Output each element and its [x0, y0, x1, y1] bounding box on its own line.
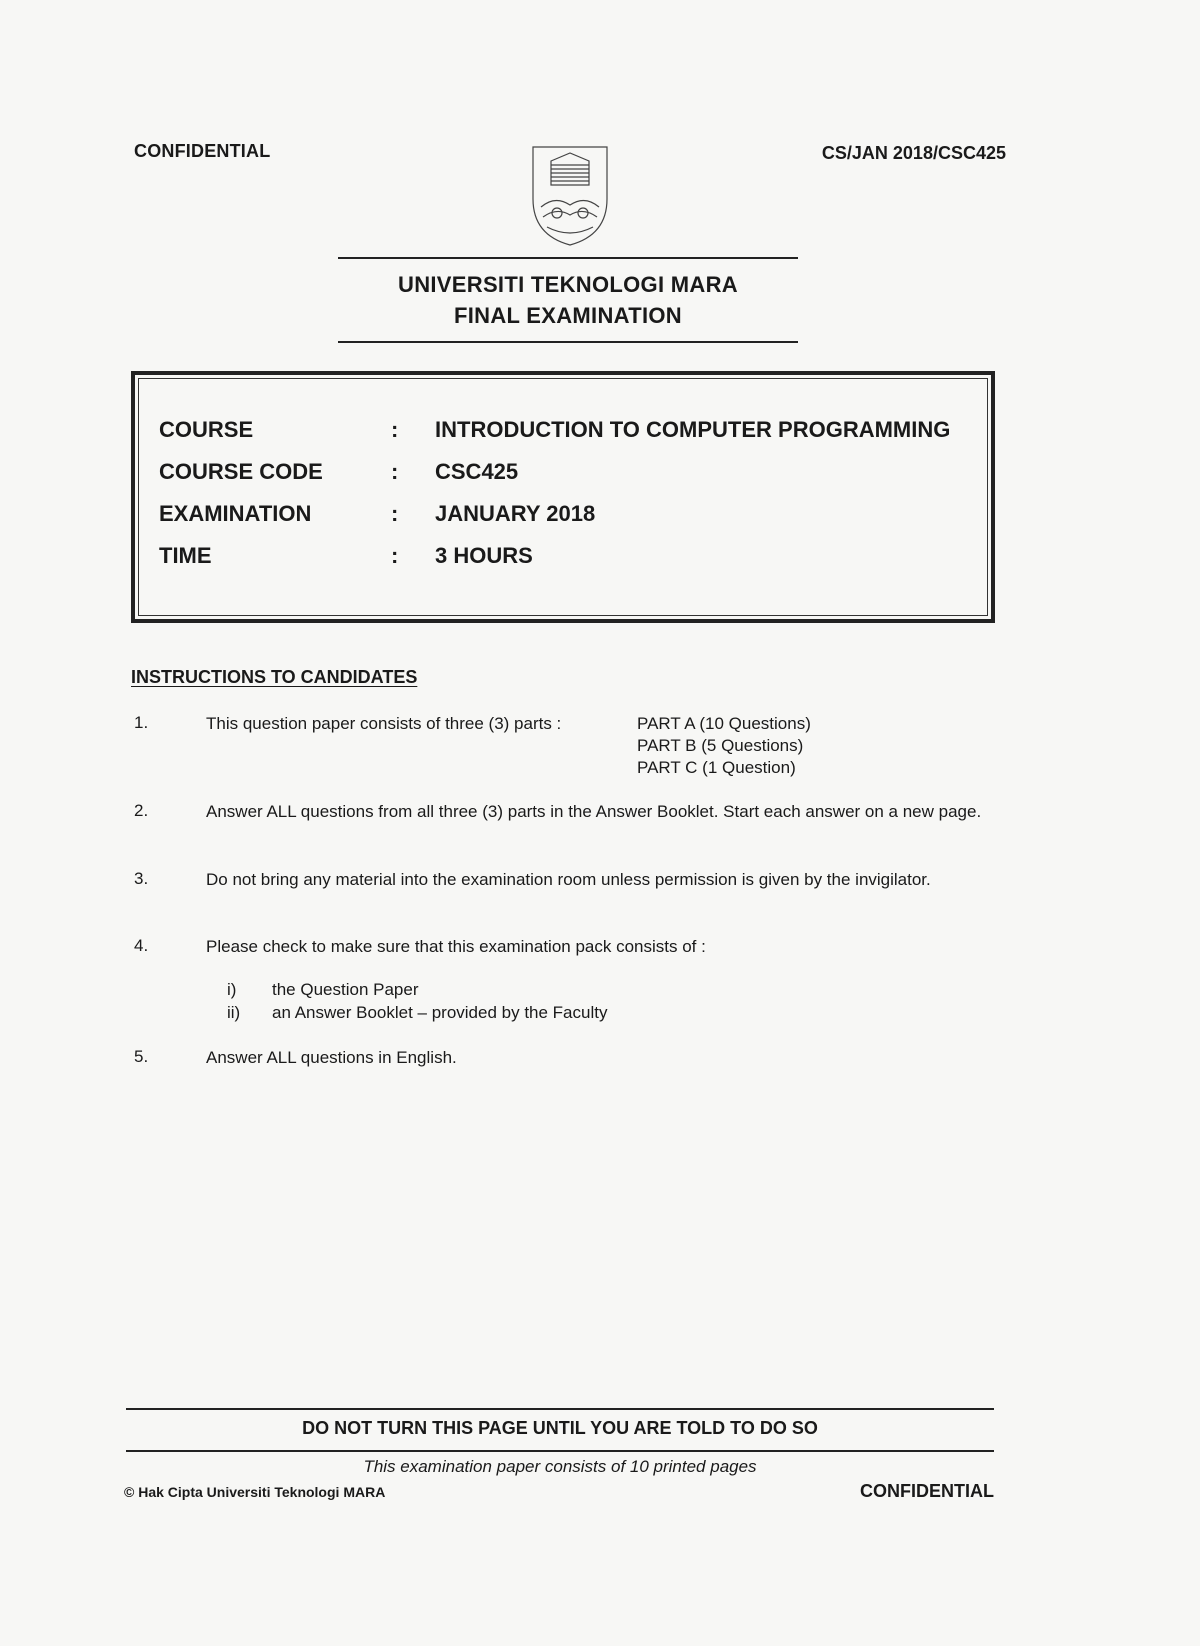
examination-value: JANUARY 2018 [435, 501, 596, 526]
instruction-number: 5. [134, 1047, 149, 1066]
instruction-text: Please check to make sure that this examination pack consists of : [206, 937, 706, 956]
title-bottom-rule [338, 341, 798, 343]
time-value: 3 HOURS [435, 543, 533, 568]
instruction-text: Answer ALL questions in English. [206, 1048, 457, 1067]
course-row [135, 417, 991, 447]
instructions-heading: INSTRUCTIONS TO CANDIDATES [131, 667, 418, 687]
footer-bottom-rule [126, 1450, 994, 1452]
course-value: INTRODUCTION TO COMPUTER PROGRAMMING [435, 417, 951, 442]
separator: : [391, 417, 399, 442]
course-code-row [135, 459, 991, 489]
instruction-number: 1. [134, 713, 149, 732]
time-row [135, 543, 991, 573]
do-not-turn-warning: DO NOT TURN THIS PAGE UNTIL YOU ARE TOLD TO DO SO [302, 1418, 818, 1438]
instruction-text: This question paper consists of three (3) parts : [206, 714, 562, 733]
university-name: UNIVERSITI TEKNOLOGI MARA [398, 272, 738, 297]
header-confidential-label: CONFIDENTIAL [134, 141, 271, 161]
footer-top-rule [126, 1408, 994, 1410]
instruction-text: Answer ALL questions from all three (3) parts in the Answer Booklet. Start each answer on a new page. [206, 802, 982, 821]
printed-pages-note: This examination paper consists of 10 printed pages [363, 1457, 757, 1476]
parts-list [637, 713, 811, 779]
instruction-number: 3. [134, 869, 149, 888]
instruction-text: Do not bring any material into the examination room unless permission is given by the invigilator. [206, 870, 931, 889]
course-details-box [131, 371, 995, 623]
examination-label: EXAMINATION [159, 501, 312, 526]
course-code-label: COURSE CODE [159, 459, 323, 484]
copyright-notice: © Hak Cipta Universiti Teknologi MARA [124, 1484, 386, 1500]
examination-row [135, 501, 991, 531]
instruction-number: 2. [134, 801, 149, 820]
instruction-number: 4. [134, 936, 149, 955]
sub-item-marker: ii) [227, 1003, 241, 1022]
sub-item-marker: i) [227, 980, 237, 999]
part-b-item: PART B (5 Questions) [637, 736, 804, 755]
course-label: COURSE [159, 417, 254, 442]
header-paper-code: CS/JAN 2018/CSC425 [821, 143, 1006, 163]
university-crest-icon [527, 143, 613, 249]
separator: : [391, 459, 399, 484]
part-a-item: PART A (10 Questions) [637, 714, 811, 733]
sub-item-text: the Question Paper [272, 980, 419, 999]
separator: : [391, 543, 399, 568]
title-top-rule [338, 257, 798, 259]
footer-confidential-label: CONFIDENTIAL [860, 1481, 994, 1501]
course-code-value: CSC425 [435, 459, 519, 484]
sub-item-text: an Answer Booklet – provided by the Faculty [272, 1003, 608, 1022]
separator: : [391, 501, 399, 526]
exam-title: FINAL EXAMINATION [454, 303, 682, 328]
part-c-item: PART C (1 Question) [637, 758, 796, 777]
time-label: TIME [159, 543, 212, 568]
